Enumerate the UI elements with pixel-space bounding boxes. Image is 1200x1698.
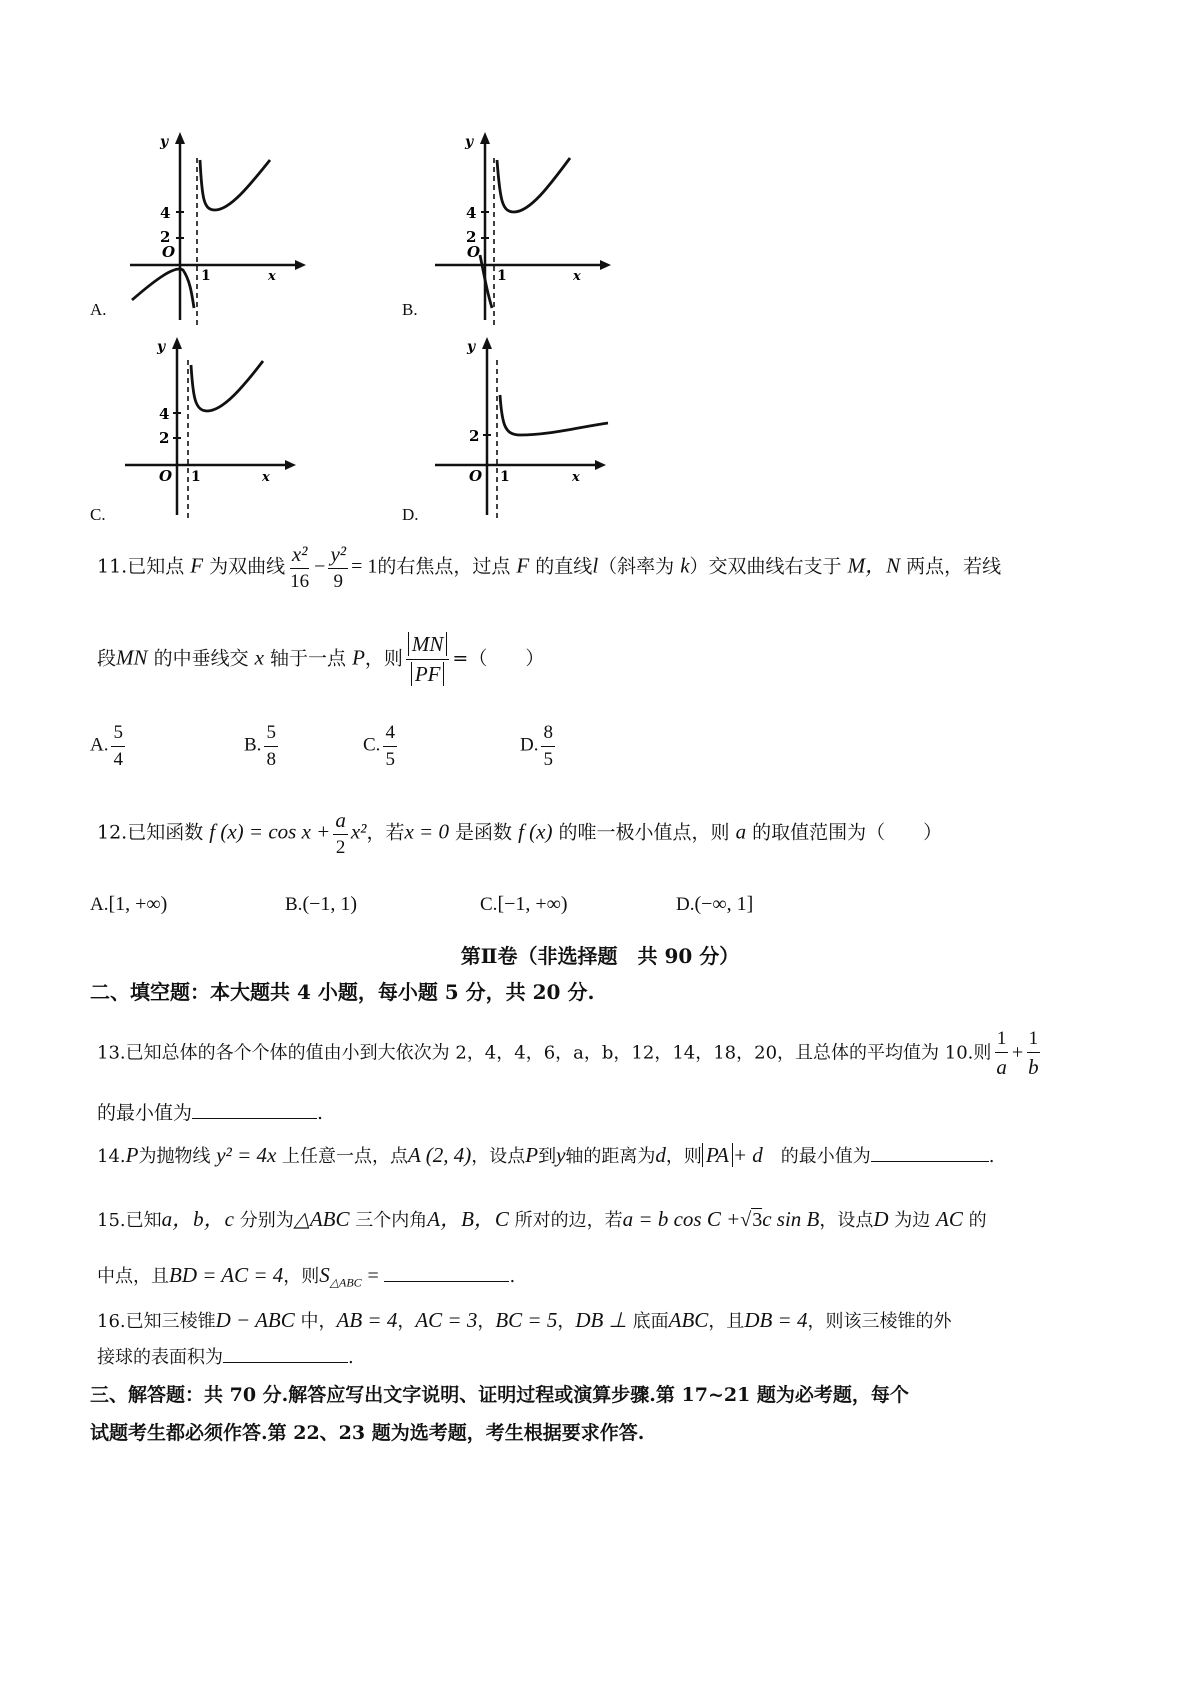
q11-line1 — [97, 542, 1001, 593]
equation-part: c sin B — [762, 1207, 820, 1231]
option-fraction — [541, 722, 555, 771]
sqrt-radicand: 3 — [752, 1209, 763, 1231]
period: . — [348, 1347, 354, 1368]
equation-part: a = b cos C + — [622, 1207, 741, 1231]
option-label: B. — [285, 894, 303, 915]
condition-perp: DB ⊥ — [575, 1308, 627, 1332]
numerator: 5 — [264, 722, 278, 747]
option-fraction — [264, 722, 278, 771]
plane-abc: ABC — [668, 1308, 709, 1332]
text: 为边 — [894, 1210, 931, 1231]
numerator: 1 — [1027, 1028, 1041, 1053]
equals: = — [367, 1265, 379, 1287]
text: 中， — [300, 1311, 337, 1332]
option-text: (−∞, 1] — [694, 893, 754, 915]
var-p: P — [125, 1143, 139, 1167]
q11-option-d[interactable] — [520, 722, 558, 771]
q14-line — [97, 1142, 995, 1168]
numerator: 5 — [111, 722, 125, 747]
text: 底面 — [632, 1311, 669, 1332]
var-x: x — [254, 645, 264, 670]
var-a: a — [735, 819, 747, 844]
text: 中点，且 — [97, 1266, 169, 1287]
answer-blank[interactable] — [871, 1143, 989, 1162]
text: ，则 — [665, 1146, 702, 1167]
area-subscript: △ABC — [329, 1275, 362, 1290]
q11-option-a[interactable] — [90, 722, 128, 771]
option-fraction — [383, 722, 397, 771]
x-squared: x² — [350, 819, 367, 844]
minus: − — [314, 555, 326, 578]
text: 已知函数 — [127, 821, 204, 844]
q12-option-a[interactable] — [90, 893, 167, 916]
sides-abc: a，b，c — [161, 1207, 234, 1231]
text: ，则 — [364, 647, 403, 670]
graph-a-plot — [120, 130, 310, 330]
text: （斜率为 — [598, 555, 675, 578]
denominator — [409, 660, 447, 687]
ytick-4: 4 — [160, 204, 171, 222]
numerator: 1 — [995, 1028, 1009, 1053]
q16-line2 — [97, 1343, 354, 1369]
q13-line1 — [97, 1028, 1044, 1079]
text: ，设点 — [819, 1210, 874, 1231]
option-label: B. — [244, 734, 262, 756]
q11-option-c[interactable] — [363, 722, 400, 771]
text: 到 — [538, 1146, 557, 1167]
var-l: l — [592, 553, 599, 578]
text: 两点，若线 — [906, 555, 1002, 578]
q11-line2 — [97, 632, 544, 687]
var-d: d — [655, 1143, 666, 1167]
text: 段 — [97, 647, 117, 670]
text: 是函数 — [455, 821, 513, 844]
text: 的右焦点，过点 — [377, 555, 511, 578]
abs-mn: MN — [408, 632, 448, 656]
denominator: b — [1028, 1054, 1039, 1079]
sqrt-icon: √ — [740, 1209, 752, 1231]
text: 轴于一点 — [270, 647, 347, 670]
q15-line2 — [97, 1262, 515, 1291]
denominator: 9 — [333, 571, 344, 593]
graph-b-plot — [430, 130, 620, 330]
parabola-equation: y² = 4x — [216, 1143, 277, 1167]
plus-d: + d — [732, 1143, 763, 1167]
fraction-a-2 — [333, 808, 348, 859]
q12-option-d[interactable] — [676, 893, 753, 916]
option-text: [1, +∞) — [108, 893, 168, 915]
var-f: F — [516, 553, 530, 578]
answer-blank[interactable] — [192, 1100, 317, 1119]
text: ，设点 — [471, 1146, 526, 1167]
option-text: (−1, 1) — [302, 893, 358, 915]
numerator: y² — [328, 542, 348, 569]
option-label: C. — [363, 734, 381, 756]
y-axis-label: y — [465, 134, 474, 150]
numerator — [406, 632, 450, 660]
graph-c-plot — [115, 335, 305, 525]
condition-ab: AB = 4 — [336, 1308, 398, 1332]
numerator: 8 — [541, 722, 555, 747]
text: 已知三棱锥 — [125, 1311, 216, 1332]
q12-line — [97, 808, 942, 859]
xtick-1: 1 — [500, 469, 510, 485]
answer-blank[interactable] — [223, 1344, 348, 1363]
text: 的唯一极小值点，则 — [558, 821, 730, 844]
question-number: 11. — [97, 555, 128, 578]
graph-b-label: B. — [402, 300, 418, 319]
q11-option-b[interactable] — [244, 722, 281, 771]
question-number: 15. — [97, 1210, 126, 1231]
separator: ， — [477, 1311, 496, 1332]
option-text: [−1, +∞) — [497, 893, 568, 915]
option-label: A. — [90, 894, 109, 915]
q15-line1 — [97, 1203, 987, 1233]
fraction-1-b — [1026, 1028, 1041, 1079]
text: 所对的边，若 — [514, 1210, 623, 1231]
point-a: A (2, 4) — [408, 1143, 472, 1167]
answer-blank[interactable] — [384, 1263, 509, 1282]
separator: ， — [397, 1311, 416, 1332]
x-axis-label: x — [262, 470, 270, 485]
angles-abc: A，B，C — [427, 1207, 509, 1231]
section3-heading-line2: 试题考生都必须作答.第 22、23 题为选考题，考生根据要求作答. — [90, 1422, 645, 1444]
var-d: D — [873, 1207, 889, 1231]
fraction-1-a — [994, 1028, 1009, 1079]
pyramid-name: D − ABC — [215, 1308, 295, 1332]
condition-bc: BC = 5 — [495, 1308, 558, 1332]
segment-ac: AC — [936, 1207, 963, 1231]
origin-label: O — [469, 467, 483, 485]
graph-c — [115, 335, 305, 525]
text: 上任意一点，点 — [282, 1146, 409, 1167]
text: ，若 — [366, 821, 405, 844]
var-k: k — [680, 553, 690, 578]
function-expression: f (x) = cos x + — [209, 819, 331, 844]
text: ）交双曲线右支于 — [689, 555, 842, 578]
text: 的最小值为 — [780, 1146, 871, 1167]
graph-b — [430, 130, 620, 330]
graph-d-plot — [430, 335, 620, 525]
denominator: 2 — [335, 837, 346, 859]
denominator: 5 — [385, 748, 395, 770]
q16-line1 — [97, 1307, 951, 1333]
denominator: 5 — [543, 748, 553, 770]
q12-option-b[interactable] — [285, 893, 357, 916]
function-name: f (x) — [518, 819, 553, 844]
xtick-1: 1 — [497, 268, 507, 284]
points-mn: M，N — [847, 553, 901, 578]
option-label: C. — [480, 894, 498, 915]
period: . — [317, 1102, 324, 1124]
ytick-2: 2 — [466, 228, 477, 246]
origin-label: O — [467, 243, 481, 261]
area-symbol: S — [319, 1263, 330, 1287]
graph-d-label: D. — [402, 505, 419, 524]
option-fraction — [111, 722, 125, 771]
text: ，则 — [283, 1266, 320, 1287]
question-number: 12. — [97, 821, 128, 844]
text: 三个内角 — [355, 1210, 428, 1231]
y-axis-label: y — [160, 134, 169, 150]
segment-mn: MN — [116, 645, 148, 670]
option-label: D. — [520, 734, 539, 756]
fraction-y2-9 — [328, 542, 348, 593]
ytick-2: 2 — [160, 228, 171, 246]
fraction-mn-pf — [406, 632, 450, 687]
question-number: 14. — [97, 1146, 126, 1167]
ytick-2: 2 — [159, 429, 170, 447]
abs-pa: PA — [702, 1143, 733, 1167]
xtick-1: 1 — [191, 469, 201, 485]
text: ，则该三棱锥的外 — [807, 1311, 952, 1332]
numerator: 4 — [383, 722, 397, 747]
equals-one: = 1 — [351, 555, 378, 578]
text: ，且 — [708, 1311, 745, 1332]
ytick-4: 4 — [159, 405, 170, 423]
text: 已知点 — [127, 555, 185, 578]
triangle-abc: △ABC — [293, 1207, 350, 1231]
graph-c-label: C. — [90, 505, 106, 524]
denominator: a — [996, 1054, 1007, 1079]
section2-heading: 二、填空题：本大题共 4 小题，每小题 5 分，共 20 分. — [90, 980, 595, 1004]
text: 的最小值为 — [97, 1102, 193, 1124]
text: 的 — [968, 1210, 987, 1231]
y-axis-label: y — [467, 339, 476, 355]
question-number: 16. — [97, 1311, 126, 1332]
origin-label: O — [162, 243, 176, 261]
y-axis-label: y — [157, 339, 166, 355]
var-y: y — [556, 1143, 566, 1167]
denominator: 16 — [290, 571, 310, 593]
section3-heading-line1: 三、解答题：共 70 分.解答应写出文字说明、证明过程或演算步骤.第 17~21 题为必考题，每个 — [90, 1384, 909, 1406]
ytick-4: 4 — [466, 204, 477, 222]
text: 的中垂线交 — [153, 647, 249, 670]
numerator: a — [333, 808, 348, 835]
text: 的直线 — [535, 555, 593, 578]
origin-label: O — [159, 467, 173, 485]
plus: + — [1011, 1041, 1024, 1064]
graph-a-label: A. — [90, 300, 107, 319]
condition-db: DB = 4 — [744, 1308, 808, 1332]
part2-title: 第Ⅱ卷（非选择题 共 90 分） — [460, 944, 740, 968]
denominator: 4 — [113, 748, 123, 770]
graph-a — [120, 130, 310, 330]
var-p: P — [352, 645, 365, 670]
q12-option-c[interactable] — [480, 893, 568, 916]
var-f: F — [190, 553, 204, 578]
fraction-x2-16 — [288, 542, 311, 593]
option-label: A. — [90, 734, 109, 756]
separator: ， — [557, 1311, 576, 1332]
period: . — [509, 1266, 516, 1287]
xtick-1: 1 — [201, 268, 211, 284]
graph-d — [430, 335, 620, 525]
question-number: 13. — [97, 1042, 126, 1064]
x-axis-label: x — [572, 470, 580, 485]
text: 已知总体的各个个体的值由小到大依次为 2，4，4，6，a，b，12，14，18，20，且总体的平均值为 10.则 — [125, 1042, 992, 1064]
ytick-2: 2 — [469, 427, 480, 445]
text: 为抛物线 — [138, 1146, 211, 1167]
numerator: x² — [290, 542, 310, 569]
text: 为双曲线 — [209, 555, 286, 578]
x-equals-zero: x = 0 — [404, 819, 449, 844]
text: 分别为 — [239, 1210, 294, 1231]
x-axis-label: x — [573, 269, 581, 284]
text: 轴的距离为 — [565, 1146, 656, 1167]
abs-pf: PF — [411, 662, 445, 686]
q13-line2 — [97, 1098, 323, 1125]
text: 接球的表面积为 — [97, 1347, 223, 1368]
text: 已知 — [125, 1210, 162, 1231]
text: =（ ） — [452, 647, 545, 670]
x-axis-label: x — [268, 269, 276, 284]
condition: BD = AC = 4 — [169, 1263, 284, 1287]
denominator: 8 — [266, 748, 276, 770]
condition-ac: AC = 3 — [415, 1308, 478, 1332]
option-label: D. — [676, 894, 695, 915]
var-p: P — [525, 1143, 539, 1167]
period: . — [988, 1146, 995, 1167]
text: 的取值范围为（ ） — [752, 821, 943, 844]
